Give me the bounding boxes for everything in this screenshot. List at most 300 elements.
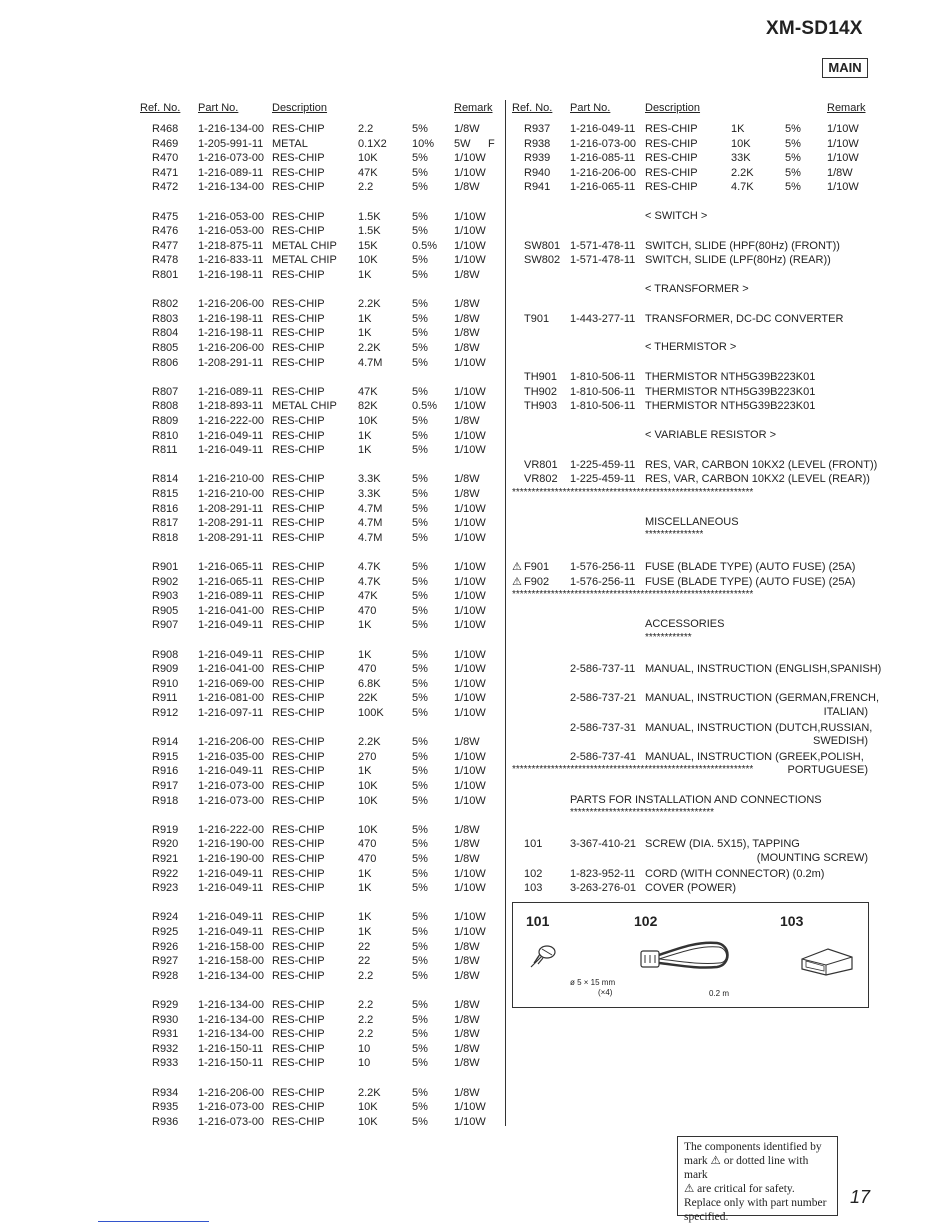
tolerance: 5% [412,429,428,442]
value: 1K [358,269,372,281]
tolerance: 5% [412,342,428,354]
tolerance: 5% [412,181,428,194]
value: 4.7K [358,575,381,588]
part-no: 1-216-089-11 [198,166,264,179]
wattage: 1/10W [454,604,486,617]
wattage: 1/8W [454,1086,480,1099]
part-no: 1-218-893-11 [198,400,264,413]
value: 4.7K [358,561,381,573]
tolerance: 10% [412,137,435,150]
part-no: 1-216-049-11 [198,882,264,895]
ref-no: TH901 [524,371,558,384]
ref-no: SW801 [524,239,561,252]
table-row [0,122,950,136]
ref-no: R477 [152,239,179,252]
value: 1K [358,926,372,938]
value: 10K [358,1101,378,1114]
part-no: 1-216-833-11 [198,254,264,267]
description: RES-CHIP [272,590,325,603]
wattage: 1/8W [454,269,480,281]
description: RES-CHIP [272,210,325,223]
part-no: 1-216-049-11 [198,911,264,924]
wattage: 1/10W [454,765,486,778]
value: 2.2 [358,123,374,135]
table-row [0,472,950,486]
page-number: 17 [850,1187,871,1207]
part-no: 1-216-049-11 [198,648,264,661]
table-row [0,604,505,618]
note-line: Replace only with part number [684,1197,827,1209]
description: RES-CHIP [272,517,325,530]
ref-no: R901 [152,561,179,573]
description: RES-CHIP [645,123,698,135]
value: 10K [358,254,378,267]
ref-no: F902 [524,575,550,588]
tolerance: 5% [412,123,428,135]
table-row [0,794,505,808]
value: 22 [358,955,371,968]
part-no: 1-216-089-11 [198,590,264,603]
description: RES-CHIP [272,677,325,690]
tolerance: 5% [412,853,428,865]
value: 47K [358,590,378,603]
wattage: 1/10W [454,575,486,588]
remark: F [488,137,495,150]
table-row [0,823,505,837]
tolerance: 5% [412,590,428,603]
col-header-part: Part No. [198,102,239,114]
wattage: 1/10W [454,692,486,705]
table-row [0,618,505,632]
ref-no: R471 [152,166,179,179]
tolerance: 5% [412,940,428,953]
tolerance: 5% [785,181,801,194]
separator-stars: ************************************************************** [512,487,754,498]
warning-icon: ⚠ [512,561,522,573]
ref-no: R808 [152,400,179,413]
table-row [0,458,950,472]
ref-no: R909 [152,663,179,676]
tolerance: 5% [412,575,428,588]
tolerance: 5% [412,969,428,982]
wattage: 1/10W [454,882,486,895]
description: METAL CHIP [272,254,337,267]
col-header-desc: Description [272,102,328,114]
wattage: 1/10W [827,152,859,165]
value: 82K [358,400,378,413]
wattage: 1/10W [827,123,859,135]
value: 33K [731,152,751,165]
tolerance: 5% [412,327,428,340]
part-no: 1-216-150-11 [198,1042,264,1055]
screw-icon [527,943,559,971]
ref-no: R816 [152,502,179,515]
ref-no: R811 [152,444,178,457]
part-no: 1-216-134-00 [198,1013,265,1026]
part-no: 2-586-737-31 [570,721,637,734]
description: RES-CHIP [272,838,325,851]
wattage: 1/8W [454,969,480,982]
separator-stars: ************************************************************** [512,764,754,776]
ref-no: R937 [524,123,551,135]
table-row [0,502,505,516]
title-underline-stars: *************** [645,529,704,541]
table-row [0,852,505,866]
note-line: mark ⚠ or dotted line with mark [684,1155,809,1181]
table-row [0,1086,505,1100]
wattage: 1/8W [454,838,480,851]
description: RES-CHIP [272,926,325,938]
part-no: 1-216-053-00 [198,225,265,238]
wattage: 1/10W [454,531,486,544]
wattage: 1/10W [454,750,486,763]
table-row [0,210,505,224]
table-row [0,166,950,180]
description: SCREW (DIA. 5X15), TAPPING [645,838,800,851]
ref-no: R468 [152,123,179,135]
value: 4.7M [358,517,383,530]
ref-no: R929 [152,999,179,1011]
description-continued: (MOUNTING SCREW) [756,852,868,864]
wattage: 1/10W [454,502,486,515]
part-no: 1-216-049-11 [198,867,264,880]
value: 10K [731,137,751,150]
part-no: 1-216-198-11 [198,327,264,340]
wattage: 1/10W [827,181,859,194]
part-no: 1-208-291-11 [198,502,264,515]
table-row [0,137,950,151]
ref-no: SW802 [524,254,561,267]
table-row [0,1013,505,1027]
description-continued: SWEDISH) [813,735,868,748]
value: 2.2K [358,736,381,749]
table-row [0,531,505,545]
value: 10K [358,152,378,165]
ref-no: R935 [152,1101,179,1114]
ref-no: R918 [152,794,179,807]
wattage: 1/10W [454,225,486,238]
description: RES-CHIP [645,181,698,194]
section-title-transformer: < TRANSFORMER > [645,282,749,295]
wattage: 1/8W [454,342,480,354]
wattage: 1/8W [827,166,853,179]
table-row [0,575,950,589]
part-no: 1-216-158-00 [198,955,265,968]
tolerance: 0.5% [412,400,438,413]
ref-no: R806 [152,356,179,369]
table-row [0,940,505,954]
description: RES-CHIP [272,473,325,486]
section-title-variable-resistor: < VARIABLE RESISTOR > [645,428,777,441]
description: RES-CHIP [272,444,325,457]
value: 4.7K [731,181,754,194]
col-header-ref-right: Ref. No. [512,102,553,114]
table-row [0,443,505,457]
description: RES-CHIP [272,312,325,325]
ref-no: R926 [152,940,179,953]
ref-no: R939 [524,152,551,165]
description: MANUAL, INSTRUCTION (GERMAN,FRENCH, [645,692,880,705]
description: RES-CHIP [272,269,325,281]
wattage: 1/10W [454,385,486,398]
part-no: 1-216-065-11 [198,561,264,573]
part-no: 1-216-206-00 [198,342,265,354]
tolerance: 5% [412,1028,428,1041]
ref-no: R810 [152,429,179,442]
tolerance: 5% [785,137,801,150]
wattage: 1/10W [454,210,486,223]
description: FUSE (BLADE TYPE) (AUTO FUSE) (25A) [645,575,856,588]
wattage: 1/10W [454,1101,486,1114]
tolerance: 5% [412,619,428,632]
wattage: 1/10W [454,794,486,807]
value: 470 [358,663,377,676]
table-row [0,341,505,355]
description: RES-CHIP [272,166,325,179]
value: 15K [358,239,378,252]
wattage: 1/10W [454,561,486,573]
ref-no: R923 [152,882,179,895]
description: THERMISTOR NTH5G39B223K01 [645,400,816,413]
description: RES-CHIP [272,1057,325,1070]
ref-no: F901 [524,561,550,573]
ref-no: R478 [152,254,179,267]
description: METAL CHIP [272,239,337,252]
part-no: 1-216-049-11 [198,444,264,457]
value: 2.2 [358,969,374,982]
value: 4.7M [358,356,383,369]
tolerance: 5% [412,882,428,895]
wattage: 1/8W [454,1028,480,1041]
description-continued: ITALIAN) [823,706,868,718]
table-row [0,1056,505,1070]
wattage: 1/8W [454,298,480,311]
table-row [0,998,505,1012]
part-no: 1-216-053-00 [198,210,265,223]
value: 1K [358,619,372,632]
wattage: 1/10W [454,648,486,661]
value: 470 [358,838,377,851]
part-no: 1-216-049-11 [570,123,636,135]
value: 1.5K [358,210,381,223]
tolerance: 5% [412,269,428,281]
wattage: 1/8W [454,473,480,486]
ref-no: R809 [152,415,179,427]
ref-no: VR801 [524,458,558,471]
ref-no: TH902 [524,385,558,398]
table-row [0,560,950,574]
wattage: 1/10W [827,137,859,150]
description: RES-CHIP [272,415,325,427]
part-no: 1-810-506-11 [570,371,636,384]
value: 2.2 [358,1013,374,1026]
description: RES-CHIP [272,561,325,573]
tolerance: 5% [412,707,428,719]
part-no: 1-216-049-11 [198,765,264,778]
part-no: 1-216-206-00 [198,298,265,311]
ref-no: R476 [152,225,179,238]
table-row [0,268,505,282]
ref-no: R928 [152,969,179,982]
table-row [0,706,505,720]
part-no: 1-216-190-00 [198,838,265,851]
ref-no: R910 [152,677,179,690]
value: 3.3K [358,488,381,500]
part-no: 1-216-222-00 [198,415,265,427]
part-no: 1-216-041-00 [198,604,265,617]
table-row [0,429,505,443]
value: 10K [358,823,378,836]
part-no: 1-810-506-11 [570,385,636,398]
part-no: 1-216-134-00 [198,999,265,1011]
tolerance: 5% [412,867,428,880]
wattage: 1/8W [454,940,480,953]
value: 470 [358,853,377,865]
col-header-remark: Remark [454,102,493,114]
value: 1K [731,123,745,135]
col-header-ref: Ref. No. [140,102,181,114]
wattage: 5W [454,137,471,150]
wattage: 1/8W [454,736,480,749]
tolerance: 5% [412,823,428,836]
part-no: 1-216-073-00 [198,1101,265,1114]
tolerance: 5% [412,1115,428,1128]
part-no: 1-216-134-00 [198,181,265,194]
tolerance: 5% [412,502,428,515]
part-no: 1-216-073-00 [198,794,265,807]
ref-no: R919 [152,823,179,836]
description: FUSE (BLADE TYPE) (AUTO FUSE) (25A) [645,561,856,573]
value: 3.3K [358,473,381,486]
tolerance: 5% [412,1013,428,1026]
table-row [0,1115,505,1129]
tolerance: 5% [412,254,428,267]
table-row [0,837,950,851]
part-no: 1-216-041-00 [198,663,265,676]
table-row [0,910,505,924]
wattage: 1/8W [454,999,480,1011]
label-102: 102 [634,913,658,929]
description: RES-CHIP [272,663,325,676]
part-no: 1-218-875-11 [198,239,264,252]
description: RES, VAR, CARBON 10KX2 (LEVEL (FRONT)) [645,458,878,471]
value: 47K [358,166,378,179]
value: 22K [358,692,378,705]
table-row [0,662,950,676]
wattage: 1/10W [454,239,486,252]
value: 10K [358,415,378,427]
ref-no: R905 [152,604,179,617]
table-row [0,312,950,326]
part-no: 1-216-049-11 [198,619,264,632]
ref-no: R472 [152,181,179,194]
tolerance: 5% [412,648,428,661]
tolerance: 5% [412,911,428,924]
note-line: The components identified by [684,1141,822,1153]
title-underline-stars: ************ [645,631,692,643]
table-row [0,399,950,413]
part-no: 1-216-206-00 [198,1086,265,1099]
value: 10 [358,1057,371,1070]
table-row [0,414,505,428]
ref-no: R927 [152,955,179,968]
value: 2.2 [358,181,374,194]
wattage: 1/8W [454,1013,480,1026]
ref-no: R803 [152,312,179,325]
part-no: 1-810-506-11 [570,400,636,413]
description: RES-CHIP [272,604,325,617]
part-no: 1-216-035-00 [198,750,265,763]
ref-no: R807 [152,385,179,398]
ref-no: R933 [152,1057,179,1070]
wattage: 1/10W [454,152,486,165]
value: 1K [358,867,372,880]
part-no: 1-216-085-11 [570,152,636,165]
description: RES-CHIP [272,1101,325,1114]
wattage: 1/8W [454,1042,480,1055]
ref-no: 101 [524,838,543,851]
part-no: 1-216-222-00 [198,823,265,836]
ref-no: R920 [152,838,179,851]
ref-no: R922 [152,867,179,880]
wattage: 1/8W [454,823,480,836]
col-header-part-right: Part No. [570,102,611,114]
tolerance: 5% [412,736,428,749]
description: RES-CHIP [272,327,325,340]
description: RES-CHIP [272,1013,325,1026]
wattage: 1/8W [454,1057,480,1070]
ref-no: R916 [152,765,179,778]
tolerance: 5% [412,561,428,573]
part-no: 1-225-459-11 [570,458,636,471]
note-line: ⚠ are critical for safety. [684,1183,795,1195]
part-no: 1-216-134-00 [198,969,265,982]
description: RES-CHIP [272,1028,325,1041]
table-row [0,487,505,501]
description: RES-CHIP [272,955,325,968]
value: 2.2K [358,298,381,311]
note-line: specified. [684,1211,729,1223]
ref-no: R930 [152,1013,179,1026]
ref-no: R817 [152,517,179,530]
cord-icon [637,935,737,985]
value: 6.8K [358,677,381,690]
tolerance: 5% [412,152,428,165]
ref-no: R805 [152,342,179,354]
table-row [0,297,505,311]
ref-no: R903 [152,590,179,603]
col-header-desc-right: Description [645,102,701,114]
part-no: 1-216-198-11 [198,269,264,281]
description: RES-CHIP [272,531,325,544]
description: THERMISTOR NTH5G39B223K01 [645,385,816,398]
wattage: 1/10W [454,707,486,719]
description: RES-CHIP [272,882,325,895]
part-no: 1-216-158-00 [198,940,265,953]
description: MANUAL, INSTRUCTION (ENGLISH,SPANISH) [645,663,882,676]
section-title-thermistor: < THERMISTOR > [645,341,737,353]
value: 2.2K [358,1086,381,1099]
ref-no: R908 [152,648,179,661]
value: 1K [358,882,372,895]
description: RES-CHIP [272,707,325,719]
value: 2.2K [358,342,381,354]
ref-no: R921 [152,853,179,865]
section-title-miscellaneous: MISCELLANEOUS [645,516,739,529]
ref-no: R801 [152,269,179,281]
tolerance: 5% [412,166,428,179]
value: 1K [358,327,372,340]
